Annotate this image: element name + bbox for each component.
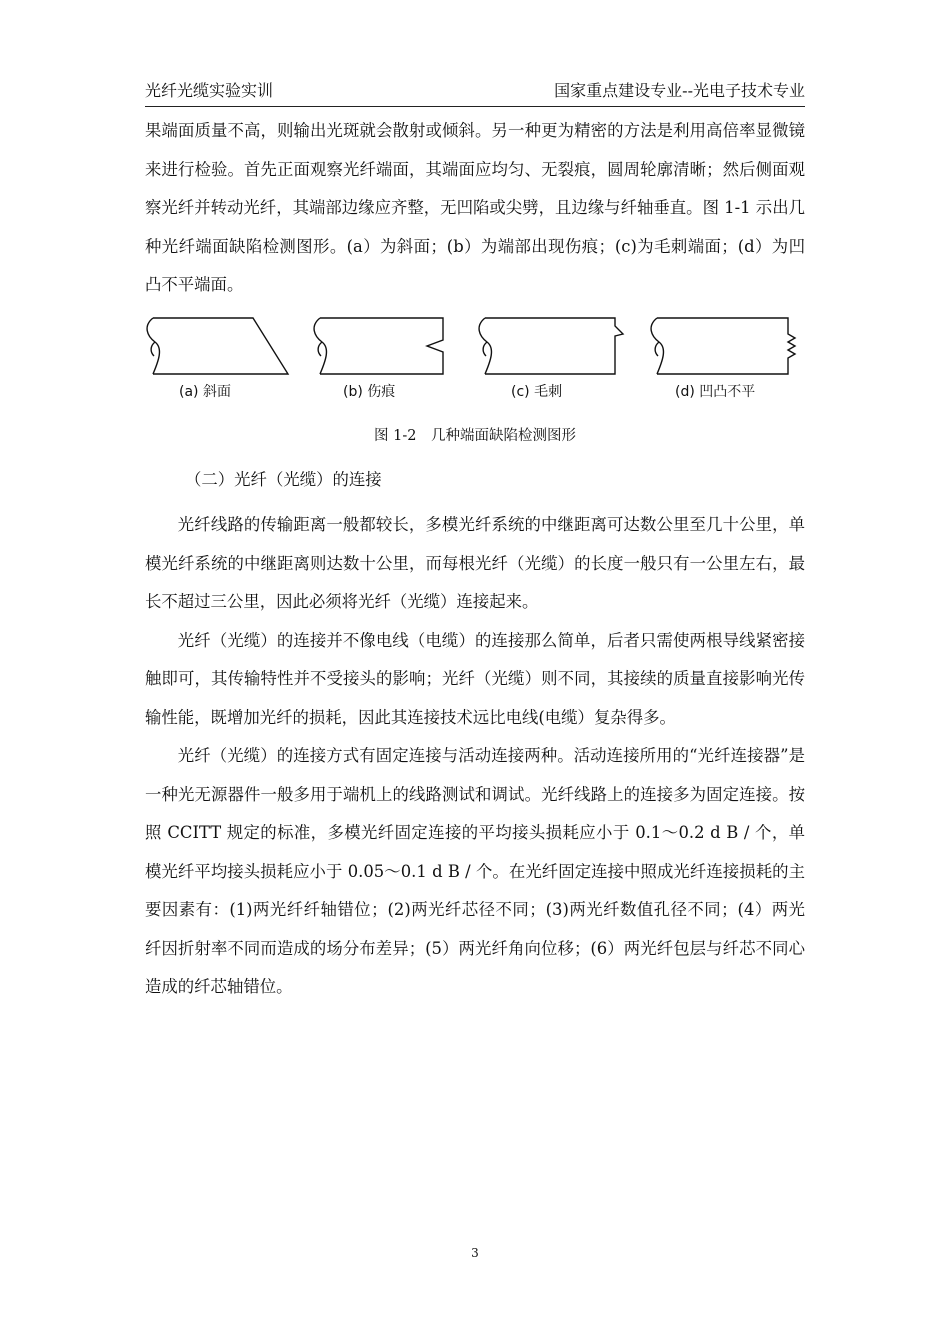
- figure-label-b: (b) 伤痕: [343, 384, 396, 400]
- fiber-endface-diagram: [145, 312, 805, 407]
- paragraph-2: 光纤（光缆）的连接并不像电线（电缆）的连接那么简单，后者只需使两根导线紧密接触即可，其传输特性并不受接头的影响；光纤（光缆）则不同，其接续的质量直接影响光传输性能，既增加光纤的损耗，因此其连接技术远比电线(电缆）复杂得多。: [145, 630, 805, 727]
- body-text-main: [145, 506, 805, 1007]
- fiber-d-shape: [651, 318, 795, 374]
- figure-label-c: (c) 毛刺: [511, 384, 563, 400]
- figure-label-d: (d) 凹凸不平: [675, 384, 756, 400]
- paragraph-3: 光纤（光缆）的连接方式有固定连接与活动连接两种。活动连接所用的“光纤连接器”是一种光无源器件一般多用于端机上的线路测试和调试。光纤线路上的连接多为固定连接。按照 CCITT 规定的标准，多模光纤固定连接的平均接头损耗应小于 0.1～0.2 d B / 个，单模光纤平均接头损耗应小于 0.05～0.1 d B / 个。在光纤固定连接中照成光纤连接损耗的主要因素有：(1)两光纤纤轴错位；(2)两光纤芯径不同；(3)两光纤数值孔径不同；(4）两光纤因折射率不同而造成的场分布差异；(5）两光纤角向位移；(6）两光纤包层与纤芯不同心造成的纤芯轴错位。: [145, 746, 805, 996]
- paragraph-1: 光纤线路的传输距离一般都较长，多模光纤系统的中继距离可达数公里至几十公里，单模光纤系统的中继距离则达数十公里，而每根光纤（光缆）的长度一般只有一公里左右，最长不超过三公里，因此必须将光纤（光缆）连接起来。: [145, 515, 805, 611]
- page-number: 3: [471, 1246, 479, 1260]
- header-right-title: 国家重点建设专业--光电子技术专业: [554, 81, 805, 100]
- paragraph-continued: 果端面质量不高，则输出光斑就会散射或倾斜。另一种更为精密的方法是利用高倍率显微镜来进行检验。首先正面观察光纤端面，其端面应均匀、无裂痕，圆周轮廓清晰；然后侧面观察光纤并转动光纤，其端部边缘应齐整，无凹陷或尖劈，且边缘与纤轴垂直。图 1-1 示出几种光纤端面缺陷检测图形。(a）为斜面；(b）为端部出现伤痕；(c)为毛刺端面；(d）为凹凸不平端面。: [145, 121, 805, 294]
- fiber-a-shape: [147, 318, 288, 374]
- header-left-title: 光纤光缆实验实训: [145, 81, 274, 100]
- section-title: （二）光纤（光缆）的连接: [185, 470, 382, 489]
- page-header: [145, 78, 805, 107]
- figure-caption: 图 1-2 几种端面缺陷检测图形: [374, 428, 576, 444]
- fiber-endface-figure: [145, 312, 805, 407]
- body-text-top: [145, 112, 805, 305]
- figure-label-a: (a) 斜面: [179, 384, 231, 400]
- fiber-c-shape: [479, 318, 623, 374]
- fiber-b-shape: [314, 318, 443, 374]
